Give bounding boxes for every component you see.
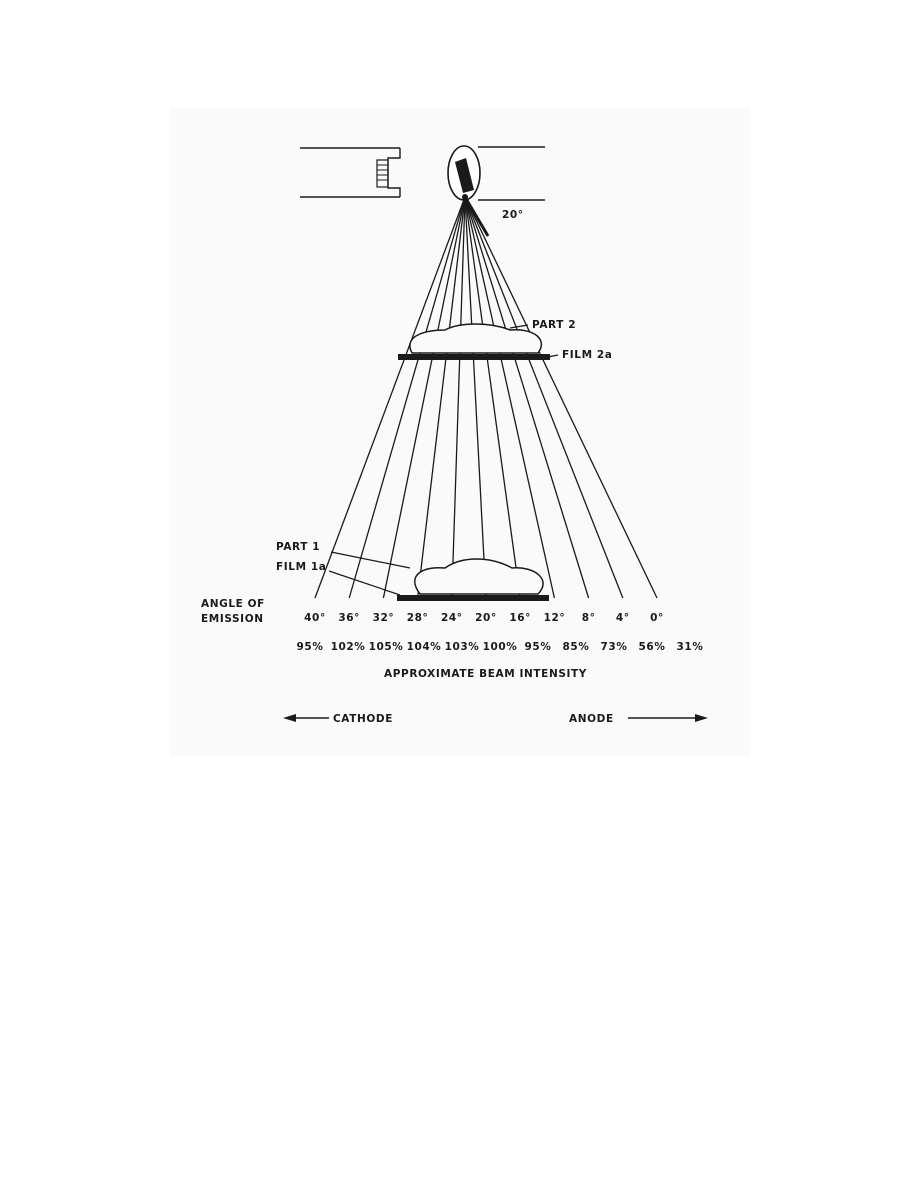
beam-intensity-caption: APPROXIMATE BEAM INTENSITY [384, 668, 587, 680]
arrow-right-icon [695, 714, 708, 722]
intensity-value: 104% [406, 641, 442, 653]
emission-ray [315, 197, 465, 598]
film-2a-plate [398, 354, 550, 360]
film-2a-label: FILM 2a [562, 349, 613, 361]
angle-of-emission-label: ANGLE OF [201, 598, 265, 610]
angle-tick-label: 24° [440, 612, 463, 624]
emission-ray [349, 197, 465, 598]
emission-ray [465, 197, 520, 598]
arrow-left-icon [283, 714, 296, 722]
anode-label: ANODE [569, 713, 614, 725]
part-2-label: PART 2 [532, 319, 577, 331]
emission-ray [465, 197, 657, 598]
part-1-leader [331, 552, 410, 568]
emission-ray [465, 197, 589, 598]
emission-label: EMISSION [201, 613, 264, 625]
intensity-value: 95% [524, 641, 552, 653]
emission-rays [315, 197, 657, 598]
cathode-filament [377, 160, 388, 187]
intensity-value: 73% [600, 641, 628, 653]
film-1a-label: FILM 1a [276, 561, 327, 573]
intensity-value: 103% [444, 641, 480, 653]
cathode-arrow [283, 714, 329, 722]
angle-tick-label: 0° [650, 612, 664, 624]
emission-ray [465, 197, 486, 598]
part-2-object [410, 324, 541, 353]
angle-tick-label: 32° [372, 612, 395, 624]
angle-tick-label: 40° [304, 612, 326, 624]
intensity-value: 56% [638, 641, 666, 653]
anode-arrow [628, 714, 708, 722]
angle-tick-label: 8° [581, 612, 596, 624]
intensity-value: 105% [368, 641, 404, 653]
film-1a-plate [397, 595, 549, 601]
film-1a-leader [329, 571, 400, 595]
part-2-leader [510, 325, 528, 328]
angle-tick-label: 36° [338, 612, 361, 624]
intensity-labels [297, 641, 704, 653]
intensity-value: 85% [562, 641, 590, 653]
emission-ray [465, 197, 623, 598]
angle-tick-labels [304, 612, 664, 624]
emission-ray [465, 197, 554, 598]
top-angle-label: 20° [502, 209, 524, 221]
intensity-value: 31% [676, 641, 704, 653]
part-1-object [415, 559, 543, 594]
angle-tick-label: 28° [406, 612, 429, 624]
intensity-value: 95% [296, 641, 324, 653]
cathode-cup [388, 148, 400, 197]
angle-tick-label: 4° [615, 612, 630, 624]
angle-tick-label: 12° [543, 612, 566, 624]
intensity-value: 100% [482, 641, 518, 653]
angle-tick-label: 16° [509, 612, 532, 624]
cathode-label: CATHODE [333, 713, 393, 725]
xray-tube [300, 146, 545, 200]
angle-tick-label: 20° [475, 612, 497, 624]
intensity-value: 102% [330, 641, 366, 653]
part-1-label: PART 1 [276, 541, 321, 553]
